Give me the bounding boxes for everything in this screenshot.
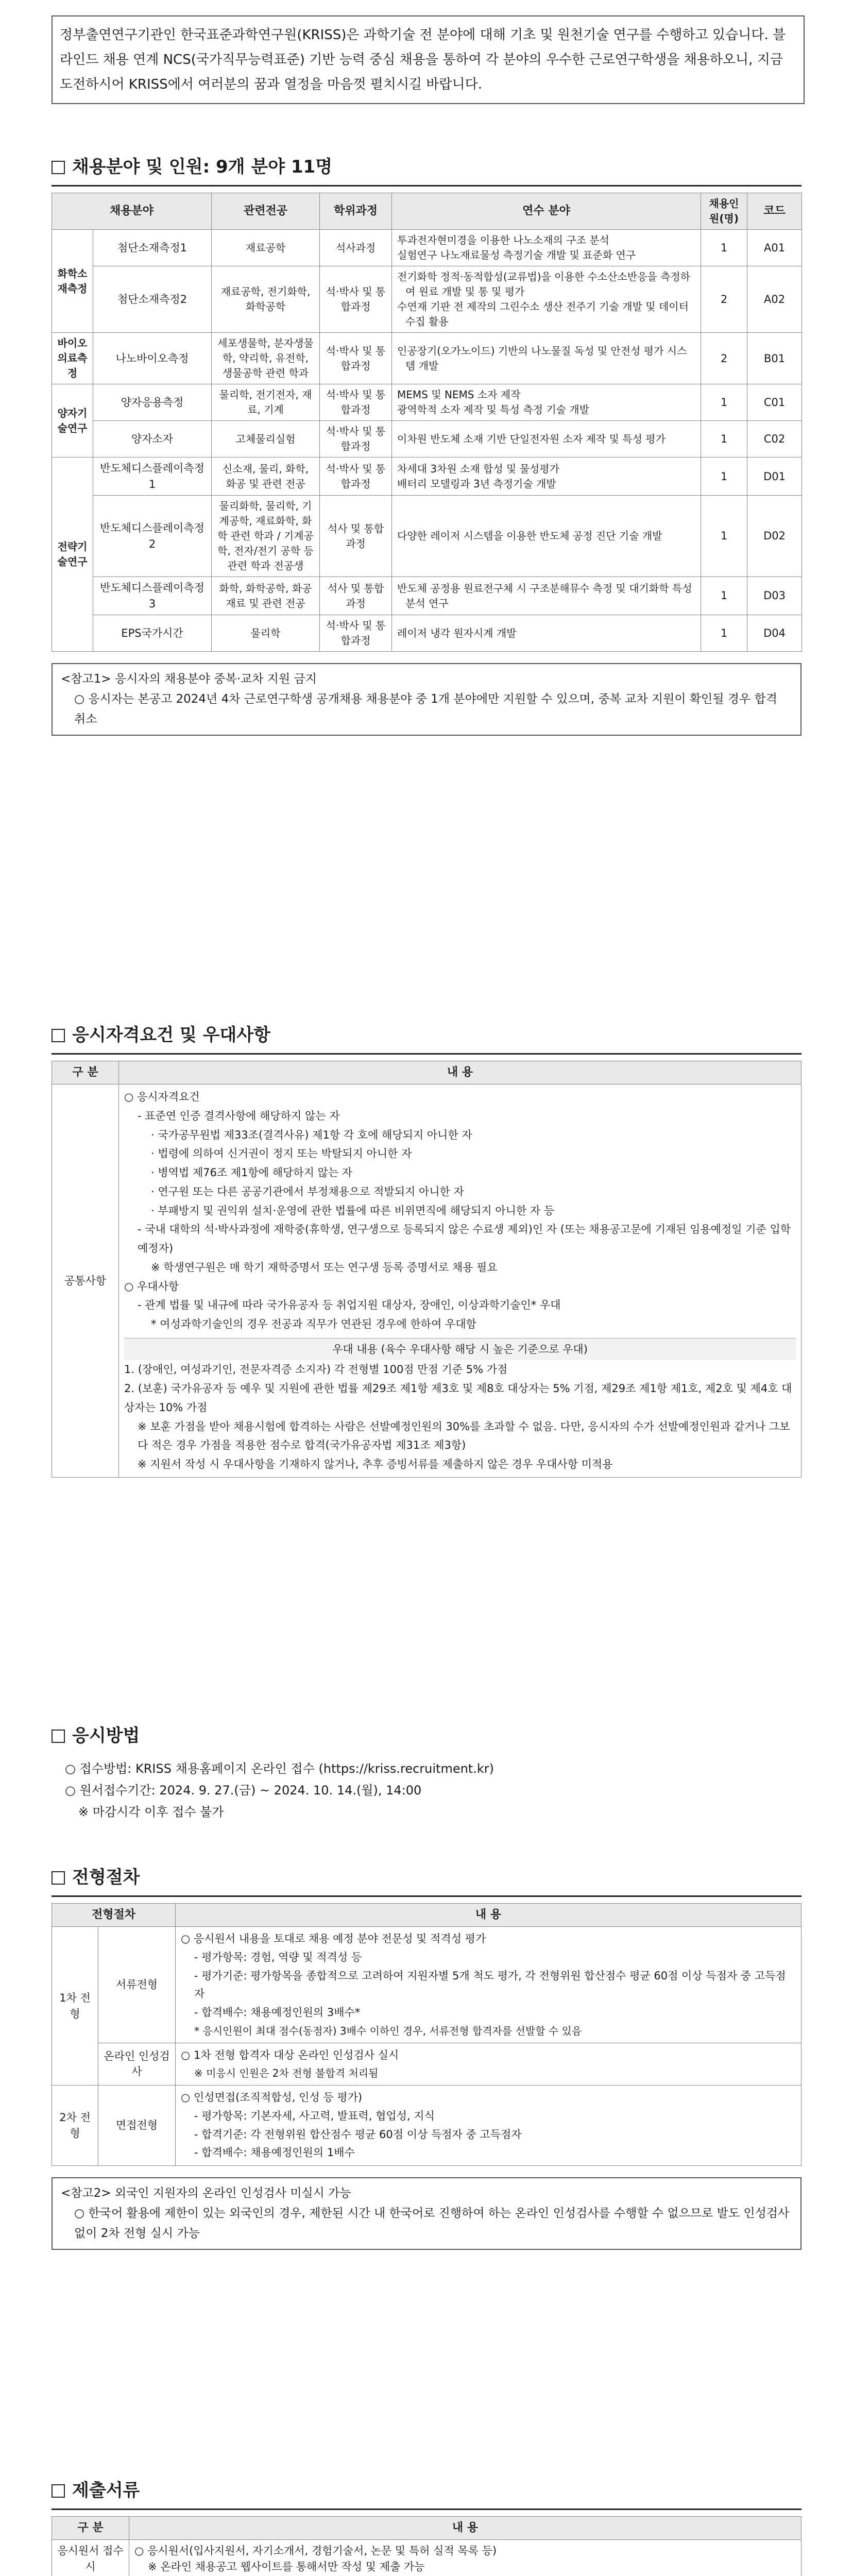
work-item: 다양한 레이저 시스템을 이용한 반도체 공정 진단 기술 개발 xyxy=(397,530,662,543)
quals-line: · 국가공무원법 제33조(결격사유) 제1항 각 호에 해당되지 아니한 자 xyxy=(151,1128,472,1141)
recruit-degree: 석·박사 및 통합과정 xyxy=(320,421,392,457)
recruit-row xyxy=(52,577,802,615)
recruit-degree: 석사 및 통합과정 xyxy=(320,577,392,615)
work-list xyxy=(397,462,695,492)
recruit-code: B01 xyxy=(747,333,802,384)
quals-line: ○ 응시자격요건 xyxy=(124,1091,200,1104)
recruit-row xyxy=(52,421,802,457)
preferred-box xyxy=(124,1338,796,1360)
process-line: ○ 인성면접(조직적합성, 인성 등 평가) xyxy=(181,2091,363,2104)
preferred-line: ※ 지원서 작성 시 우대사항을 기재하지 않거나, 추후 증빙서류를 제출하지 않은 경우 우대사항 미적용 xyxy=(138,1458,613,1471)
recruit-work xyxy=(392,615,701,652)
quals-line: - 표준연 인증 결격사항에 해당하지 않는 자 xyxy=(138,1109,340,1122)
note2-box xyxy=(52,2177,801,2250)
process-line: - 평가항목: 경험, 역량 및 적격성 등 xyxy=(194,1951,362,1963)
recruit-row xyxy=(52,266,802,333)
th-count: 채용인원(명) xyxy=(701,193,747,230)
th-code: 코드 xyxy=(747,193,802,230)
work-list xyxy=(397,387,695,417)
process-line: - 평가기준: 평가항목을 종합적으로 고려하여 지원자별 5개 척도 평가, 각 전형위원 합산점수 평균 60점 이상 득점자 중 고득점자 xyxy=(194,1969,786,2001)
recruit-field: EPS국가시간 xyxy=(93,615,212,652)
process-line: - 합격배수: 채용예정인원의 1배수 xyxy=(194,2146,355,2159)
recruit-group: 바이오의료측정 xyxy=(52,333,93,384)
recruit-group: 화학소재측정 xyxy=(52,230,93,333)
recruit-degree: 석사과정 xyxy=(320,230,392,266)
quals-content xyxy=(119,1084,801,1478)
th-content: 내 용 xyxy=(119,1061,801,1084)
recruit-row xyxy=(52,457,802,496)
quals-section xyxy=(52,1023,801,1478)
recruit-row xyxy=(52,384,802,421)
recruit-title: 채용분야 및 인원: 9개 분야 11명 xyxy=(52,155,801,180)
docs-line: ※ 온라인 채용공고 웹사이트를 통해서만 작성 및 제출 가능 xyxy=(148,2560,425,2573)
recruit-work xyxy=(392,333,701,384)
recruit-work xyxy=(392,496,701,577)
recruit-field: 반도체디스플레이측정1 xyxy=(93,457,212,496)
recruit-major: 재료공학 xyxy=(212,230,320,266)
work-item: MEMS 및 NEMS 소자 제작 xyxy=(397,388,521,401)
process-line: ○ 1차 전형 합격자 대상 온라인 인성검사 실시 xyxy=(181,2048,399,2061)
note1-title: <참고1> 응시자의 채용분야 중복·교차 지원 금지 xyxy=(61,672,317,686)
recruit-field: 반도체디스플레이측정2 xyxy=(93,496,212,577)
recruit-code: D03 xyxy=(747,577,802,615)
process-line: * 응시인원이 최대 점수(동점자) 3배수 이하인 경우, 서류전형 합격자를 선발할 수 있음 xyxy=(194,2024,582,2037)
work-item: 이차원 반도체 소재 기반 단일전자원 소자 제작 및 특성 평가 xyxy=(397,432,666,445)
checkbox-square-icon xyxy=(52,1029,65,1042)
preferred-line: ※ 보훈 가점을 받아 채용시험에 합격하는 사람은 선발예정인원의 30%를 초과할 수 없음. 다만, 응시자의 수가 선발예정인원과 같거나 그보다 적은 경우 가점을 적용한 점수로 합격(국가유공자법 제31조 제3항) xyxy=(138,1420,790,1452)
work-item: 광역학적 소자 제작 및 특성 측정 기술 개발 xyxy=(397,403,589,416)
work-list xyxy=(397,626,695,641)
apply-line-deadline-note: ※ 마감시각 이후 접수 불가 xyxy=(78,1805,224,1820)
process-step: 서류전형 xyxy=(98,1927,176,2043)
recruit-row xyxy=(52,230,802,266)
quals-label: 공통사항 xyxy=(52,1084,119,1478)
work-list xyxy=(397,233,695,263)
process-line: ○ 응시원서 내용을 토대로 채용 예정 분야 전문성 및 적격성 평가 xyxy=(181,1933,486,1945)
process-line: ※ 미응시 인원은 2차 전형 불합격 처리됨 xyxy=(194,2067,379,2080)
recruit-group: 전략기술연구 xyxy=(52,457,93,652)
recruit-degree: 석·박사 및 통합과정 xyxy=(320,333,392,384)
process-row xyxy=(52,2086,801,2166)
recruit-work xyxy=(392,384,701,421)
quals-line: ※ 학생연구원은 매 학기 재학증명서 또는 연구생 등록 증명서로 채용 필요 xyxy=(151,1261,498,1274)
th-category: 구 분 xyxy=(52,1061,119,1084)
process-content xyxy=(176,1927,801,2043)
recruit-major: 신소재, 물리, 화학, 화공 및 관련 전공 xyxy=(212,457,320,496)
recruit-count: 2 xyxy=(701,266,747,333)
process-table xyxy=(52,1903,801,2166)
recruit-count: 1 xyxy=(701,384,747,421)
note2-title: <참고2> 외국인 지원자의 온라인 인성검사 미실시 가능 xyxy=(61,2187,351,2200)
recruit-code: A02 xyxy=(747,266,802,333)
th-degree: 학위과정 xyxy=(320,193,392,230)
work-list xyxy=(397,269,695,329)
work-list xyxy=(397,432,695,447)
quals-title: 응시자격요건 및 우대사항 xyxy=(52,1023,801,1048)
recruit-group: 양자기술연구 xyxy=(52,384,93,457)
checkbox-square-icon xyxy=(52,1871,65,1885)
recruit-field: 양자응용측정 xyxy=(93,384,212,421)
process-title: 전형절차 xyxy=(52,1865,801,1890)
th-work: 연수 분야 xyxy=(392,193,701,230)
recruit-count: 1 xyxy=(701,421,747,457)
quals-line: · 연구원 또는 다른 공공기관에서 부정채용으로 적발되지 아니한 자 xyxy=(151,1185,464,1198)
recruit-count: 1 xyxy=(701,577,747,615)
checkbox-square-icon xyxy=(52,161,65,174)
th-category: 구 분 xyxy=(52,2517,129,2540)
docs-line: ○ 응시원서(입사지원서, 자기소개서, 경험기술서, 논문 및 특허 실적 목록 등) xyxy=(134,2545,497,2557)
apply-line-period: ○ 원서접수기간: 2024. 9. 27.(금) ~ 2024. 10. 14.(월), 14:00 xyxy=(65,1783,422,1798)
recruit-code: D02 xyxy=(747,496,802,577)
process-row xyxy=(52,2043,801,2086)
preferred-line: 2. (보훈) 국가유공자 등 예우 및 지원에 관한 법률 제29조 제1항 제3호 및 제8호 대상자는 5% 기점, 제29조 제1항 제1호, 제2호 및 제4호 대상자는 10% 가점 xyxy=(124,1382,792,1414)
recruit-field: 반도체디스플레이측정3 xyxy=(93,577,212,615)
quals-line: · 법령에 의하여 신거권이 정지 또는 박탈되지 아니한 자 xyxy=(151,1147,412,1160)
process-line: - 합격배수: 채용예정인원의 3배수* xyxy=(194,2006,361,2019)
docs-section xyxy=(52,2478,801,2576)
th-stage: 전형절차 xyxy=(52,1904,176,1927)
recruit-major: 화학, 화학공학, 화공재료 및 관련 전공 xyxy=(212,577,320,615)
recruit-major: 세포생물학, 분자생물학, 약리학, 유전학, 생물공학 관련 학과 xyxy=(212,333,320,384)
recruit-row xyxy=(52,615,802,652)
process-line: - 평가항목: 기본자세, 사고력, 발표력, 협업성, 지식 xyxy=(194,2110,435,2122)
process-stage: 1차 전형 xyxy=(52,1927,98,2086)
recruit-field: 양자소자 xyxy=(93,421,212,457)
process-stage: 2차 전형 xyxy=(52,2086,98,2166)
recruit-degree: 석·박사 및 통합과정 xyxy=(320,384,392,421)
quals-table xyxy=(52,1061,801,1478)
preferred-title: 우대 내용 (육수 우대사항 해당 시 높은 기준으로 우대) xyxy=(332,1343,588,1355)
th-major: 관련전공 xyxy=(212,193,320,230)
preferred-line: 1. (장애인, 여성과기인, 전문자격증 소지자) 각 전형별 100점 만점 기준 5% 가점 xyxy=(124,1363,508,1376)
process-step: 온라인 인성검사 xyxy=(98,2043,176,2086)
recruit-degree: 석·박사 및 통합과정 xyxy=(320,615,392,652)
recruit-degree: 석·박사 및 통합과정 xyxy=(320,266,392,333)
recruit-section xyxy=(52,155,801,736)
recruit-degree: 석사 및 통합과정 xyxy=(320,496,392,577)
checkbox-square-icon xyxy=(52,1730,65,1743)
th-content: 내 용 xyxy=(176,1904,801,1927)
work-item: 인공장기(오가노이드) 기반의 나노물질 독성 및 안전성 평가 시스템 개발 xyxy=(397,344,687,372)
recruit-work xyxy=(392,577,701,615)
process-content xyxy=(176,2043,801,2086)
recruit-row xyxy=(52,496,802,577)
recruit-degree: 석·박사 및 통합과정 xyxy=(320,457,392,496)
note1-box xyxy=(52,663,801,736)
recruit-major: 물리학 xyxy=(212,615,320,652)
work-item: 실험연구 나노재료물성 측정기술 개발 및 표준화 연구 xyxy=(397,249,636,262)
work-item: 레이저 냉각 원자시계 개발 xyxy=(397,626,517,639)
note1-text: ○ 응시자는 본공고 2024년 4차 근로연구학생 공개채용 채용분야 중 1개 분야에만 지원할 수 있으며, 중복 교차 지원이 확인될 경우 합격 취소 xyxy=(74,692,777,726)
recruit-major: 재료공학, 전기화학, 화학공학 xyxy=(212,266,320,333)
recruit-count: 1 xyxy=(701,457,747,496)
recruit-major: 물리화학, 물리학, 기계공학, 재료화학, 화학 관련 학과 / 기계공학, 전자/전기 공학 등 관련 학과 전공생 xyxy=(212,496,320,577)
note2-text: ○ 한국어 활용에 제한이 있는 외국인의 경우, 제한된 시간 내 한국어로 진행하여 하는 온라인 인성검사를 수행할 수 없으므로 발도 인성검사 없이 2차 전형 실시 가능 xyxy=(74,2207,790,2241)
quals-line: - 관계 법률 및 내규에 따라 국가유공자 등 취업지원 대상자, 장애인, 이상과학기술인* 우대 xyxy=(138,1299,561,1312)
apply-line-method: ○ 접수방법: KRISS 채용홈페이지 온라인 접수 (https://kriss.recruitment.kr) xyxy=(65,1761,494,1776)
recruit-code: C01 xyxy=(747,384,802,421)
process-line: - 합격기준: 각 전형위원 합산점수 평균 60점 이상 득점자 중 고득점자 xyxy=(194,2128,522,2141)
recruit-work xyxy=(392,230,701,266)
process-row xyxy=(52,1927,801,2043)
recruit-work xyxy=(392,421,701,457)
recruit-field: 첨단소재측정1 xyxy=(93,230,212,266)
quals-line: · 부패방지 및 권익위 설치·운영에 관한 법률에 따른 비위면직에 해당되지 아니한 자 등 xyxy=(151,1204,555,1217)
process-content xyxy=(176,2086,801,2166)
recruit-field: 첨단소재측정2 xyxy=(93,266,212,333)
recruit-work xyxy=(392,266,701,333)
recruit-major: 물리학, 전기전자, 재료, 기계 xyxy=(212,384,320,421)
recruit-count: 2 xyxy=(701,333,747,384)
apply-section xyxy=(52,1723,801,1823)
quals-line: · 병역법 제76조 제1항에 해당하지 않는 자 xyxy=(151,1166,353,1179)
recruit-field: 나노바이오측정 xyxy=(93,333,212,384)
work-item: 수연재 기판 전 제작의 그린수소 생산 전주기 기술 개발 및 데이터 수집 활용 xyxy=(397,300,689,328)
docs-row xyxy=(52,2540,801,2576)
work-list xyxy=(397,529,695,544)
quals-line: * 여성과학기술인의 경우 전공과 직무가 연관된 경우에 한하여 우대함 xyxy=(151,1318,476,1331)
recruit-code: D01 xyxy=(747,457,802,496)
quals-line: ○ 우대사항 xyxy=(124,1280,179,1293)
work-item: 전기화학 정적·동적합성(교류법)을 이용한 수소산소반응을 측정하여 원료 개발 및 통 및 평가 xyxy=(397,270,691,298)
process-step: 면접전형 xyxy=(98,2086,176,2166)
intro-box xyxy=(52,15,805,104)
recruit-code: C02 xyxy=(747,421,802,457)
recruit-row xyxy=(52,333,802,384)
recruit-count: 1 xyxy=(701,230,747,266)
checkbox-square-icon xyxy=(52,2484,65,2498)
work-item: 투과전자현미경을 이용한 나노소재의 구조 분석 xyxy=(397,234,609,247)
work-item: 반도체 공정용 원료전구체 시 구조분해뮤수 측정 및 대기화학 특성분석 연구 xyxy=(397,582,692,609)
recruit-code: D04 xyxy=(747,615,802,652)
docs-title: 제출서류 xyxy=(52,2478,801,2503)
docs-content xyxy=(129,2540,801,2576)
intro-text: 정부출연연구기관인 한국표준과학연구원(KRISS)은 과학기술 전 분야에 대해 기초 및 원천기술 연구를 수행하고 있습니다. 블라인드 채용 연계 NCS(국가직무능력표준) 기반 능력 중심 채용을 통하여 각 분야의 우수한 근로연구학생을 채용하오니, 지금 도전하시어 KRISS에서 여러분의 꿈과 열정을 마음껏 펼치시길 바랍니다. xyxy=(60,27,786,93)
recruit-major: 고체물리실험 xyxy=(212,421,320,457)
recruit-table xyxy=(52,193,802,652)
process-section xyxy=(52,1865,801,2250)
work-list xyxy=(397,581,695,611)
th-content: 내 용 xyxy=(129,2517,801,2540)
docs-label: 응시원서 접수 시 xyxy=(52,2540,129,2576)
work-item: 차세대 3차원 소재 합성 및 물성평가 xyxy=(397,462,560,475)
recruit-code: A01 xyxy=(747,230,802,266)
work-item: 배터리 모델링과 3년 측정기술 개발 xyxy=(397,477,556,490)
recruit-count: 1 xyxy=(701,496,747,577)
quals-line: - 국내 대학의 석·박사과정에 재학중(휴학생, 연구생으로 등록되지 않은 수료생 제외)인 자 (또는 채용공고문에 기재된 임용예정일 기준 입학 예정자) xyxy=(138,1223,791,1255)
docs-table xyxy=(52,2516,801,2576)
work-list xyxy=(397,344,695,374)
th-field: 채용분야 xyxy=(52,193,212,230)
recruit-work xyxy=(392,457,701,496)
recruit-count: 1 xyxy=(701,615,747,652)
apply-title: 응시방법 xyxy=(52,1723,801,1749)
